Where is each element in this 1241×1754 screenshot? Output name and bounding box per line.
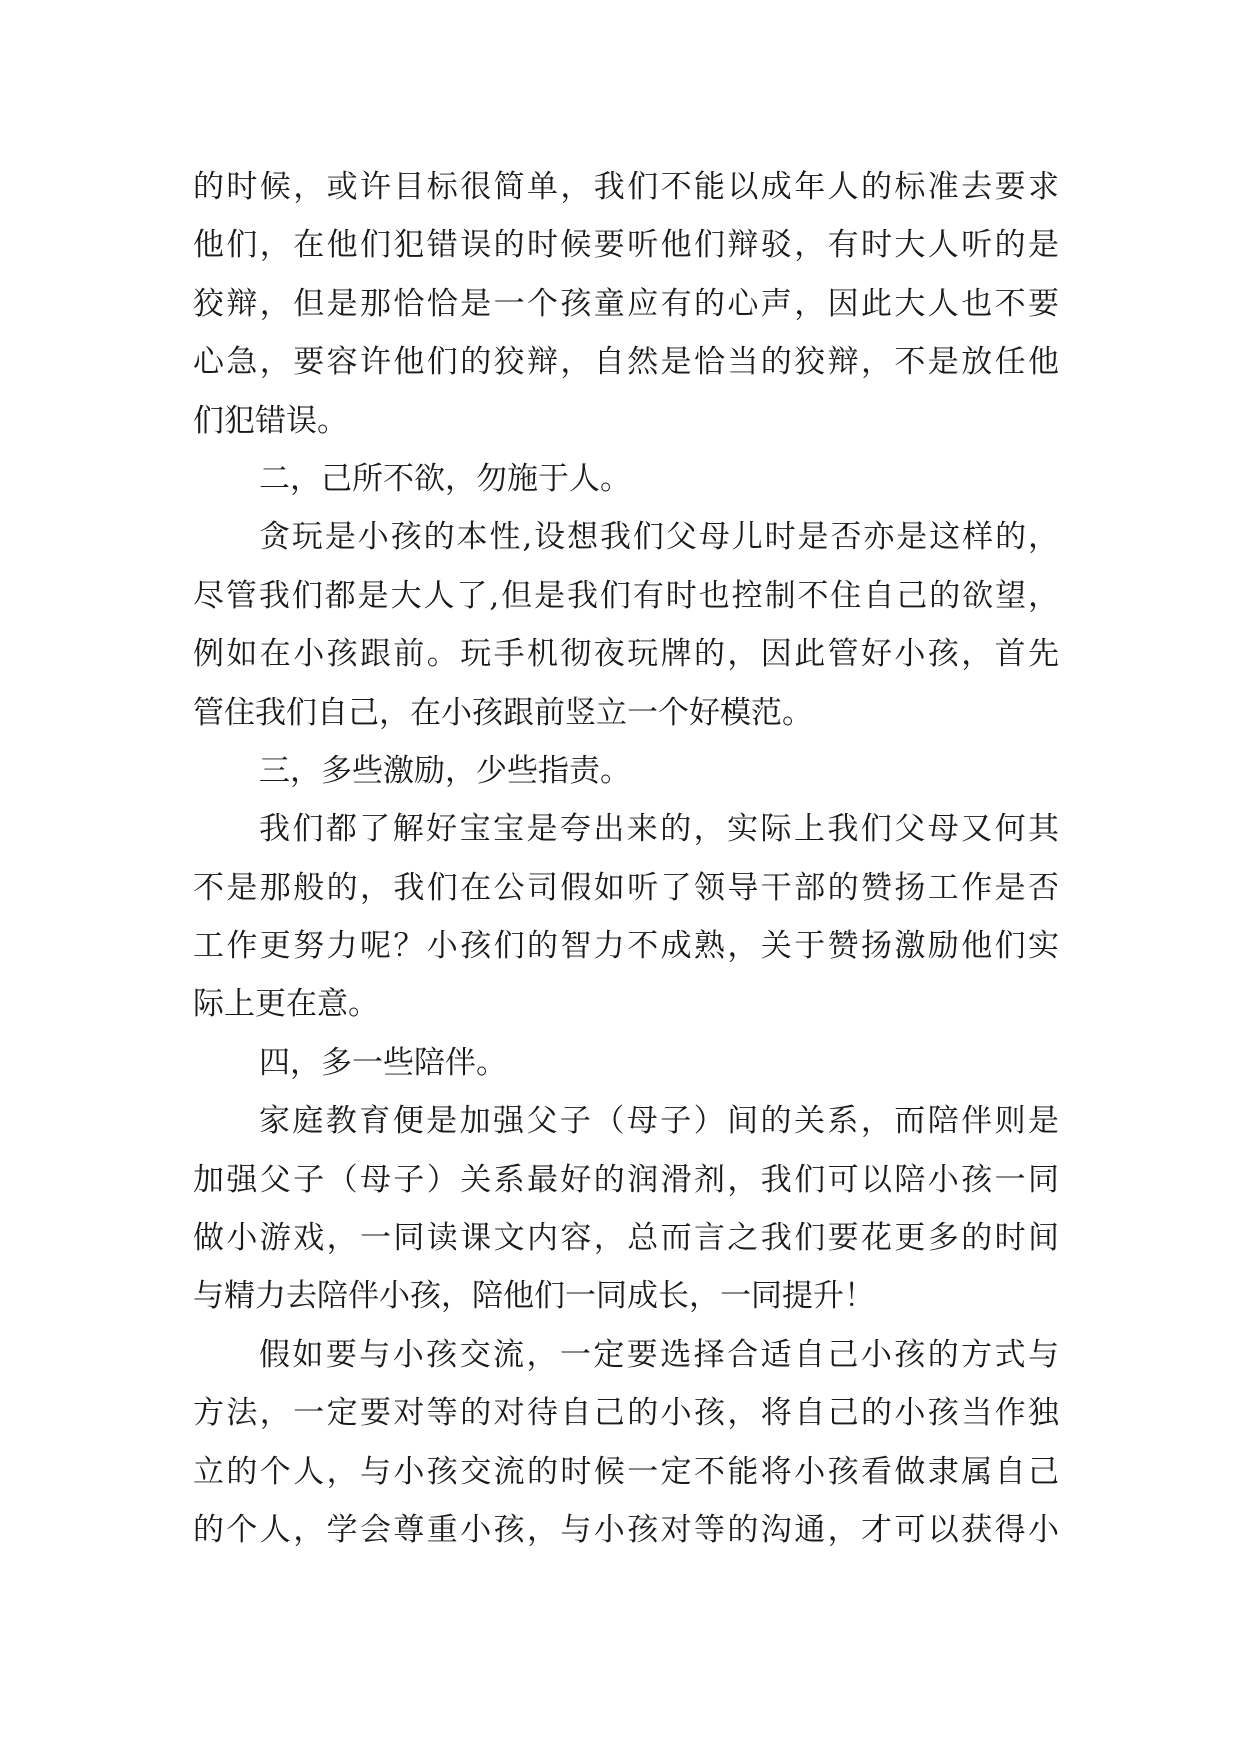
text-line: 立的个人，与小孩交流的时候一定不能将小孩看做隶属自己 [193,1453,1059,1490]
text-line: 不是那般的，我们在公司假如听了领导干部的赞扬工作是否 [193,869,1059,906]
section-heading: 四，多一些陪伴。 [259,1044,507,1081]
text-line: 狡辩，但是那恰恰是一个孩童应有的心声，因此大人也不要 [193,285,1059,322]
text-line: 方法，一定要对等的对待自己的小孩，将自己的小孩当作独 [193,1395,1059,1432]
text-line: 家庭教育便是加强父子（母子）间的关系，而陪伴则是 [259,1103,1059,1140]
text-line: 工作更努力呢？小孩们的智力不成熟，关于赞扬激励他们实 [193,928,1059,965]
text-line: 们犯错误。 [193,402,348,439]
document-body [193,158,1059,1559]
text-line: 贪玩是小孩的本性,设想我们父母儿时是否亦是这样的， [259,519,1059,556]
text-line: 做小游戏，一同读课文内容，总而言之我们要花更多的时间 [193,1220,1059,1257]
text-line: 际上更在意。 [193,986,379,1023]
text-line: 的时候，或许目标很简单，我们不能以成年人的标准去要求 [193,169,1059,205]
section-heading: 二，己所不欲，勿施于人。 [259,460,631,497]
text-line: 我们都了解好宝宝是夸出来的，实际上我们父母又何其 [259,811,1059,848]
text-line: 管住我们自己，在小孩跟前竖立一个好模范。 [193,694,813,731]
text-line: 加强父子（母子）关系最好的润滑剂，我们可以陪小孩一同 [193,1161,1059,1198]
text-line: 例如在小孩跟前。玩手机彻夜玩牌的，因此管好小孩，首先 [193,636,1059,673]
text-line: 假如要与小孩交流，一定要选择合适自己小孩的方式与 [259,1336,1059,1373]
text-line: 尽管我们都是大人了,但是我们有时也控制不住自己的欲望， [193,577,1059,614]
text-line: 他们，在他们犯错误的时候要听他们辩驳，有时大人听的是 [193,227,1059,264]
text-line: 的个人，学会尊重小孩，与小孩对等的沟通，才可以获得小 [193,1511,1059,1548]
text-line: 与精力去陪伴小孩，陪他们一同成长，一同提升！ [193,1278,875,1315]
text-line: 心急，要容许他们的狡辩，自然是恰当的狡辩，不是放任他 [193,344,1059,381]
section-heading: 三，多些激励，少些指责。 [259,752,631,789]
